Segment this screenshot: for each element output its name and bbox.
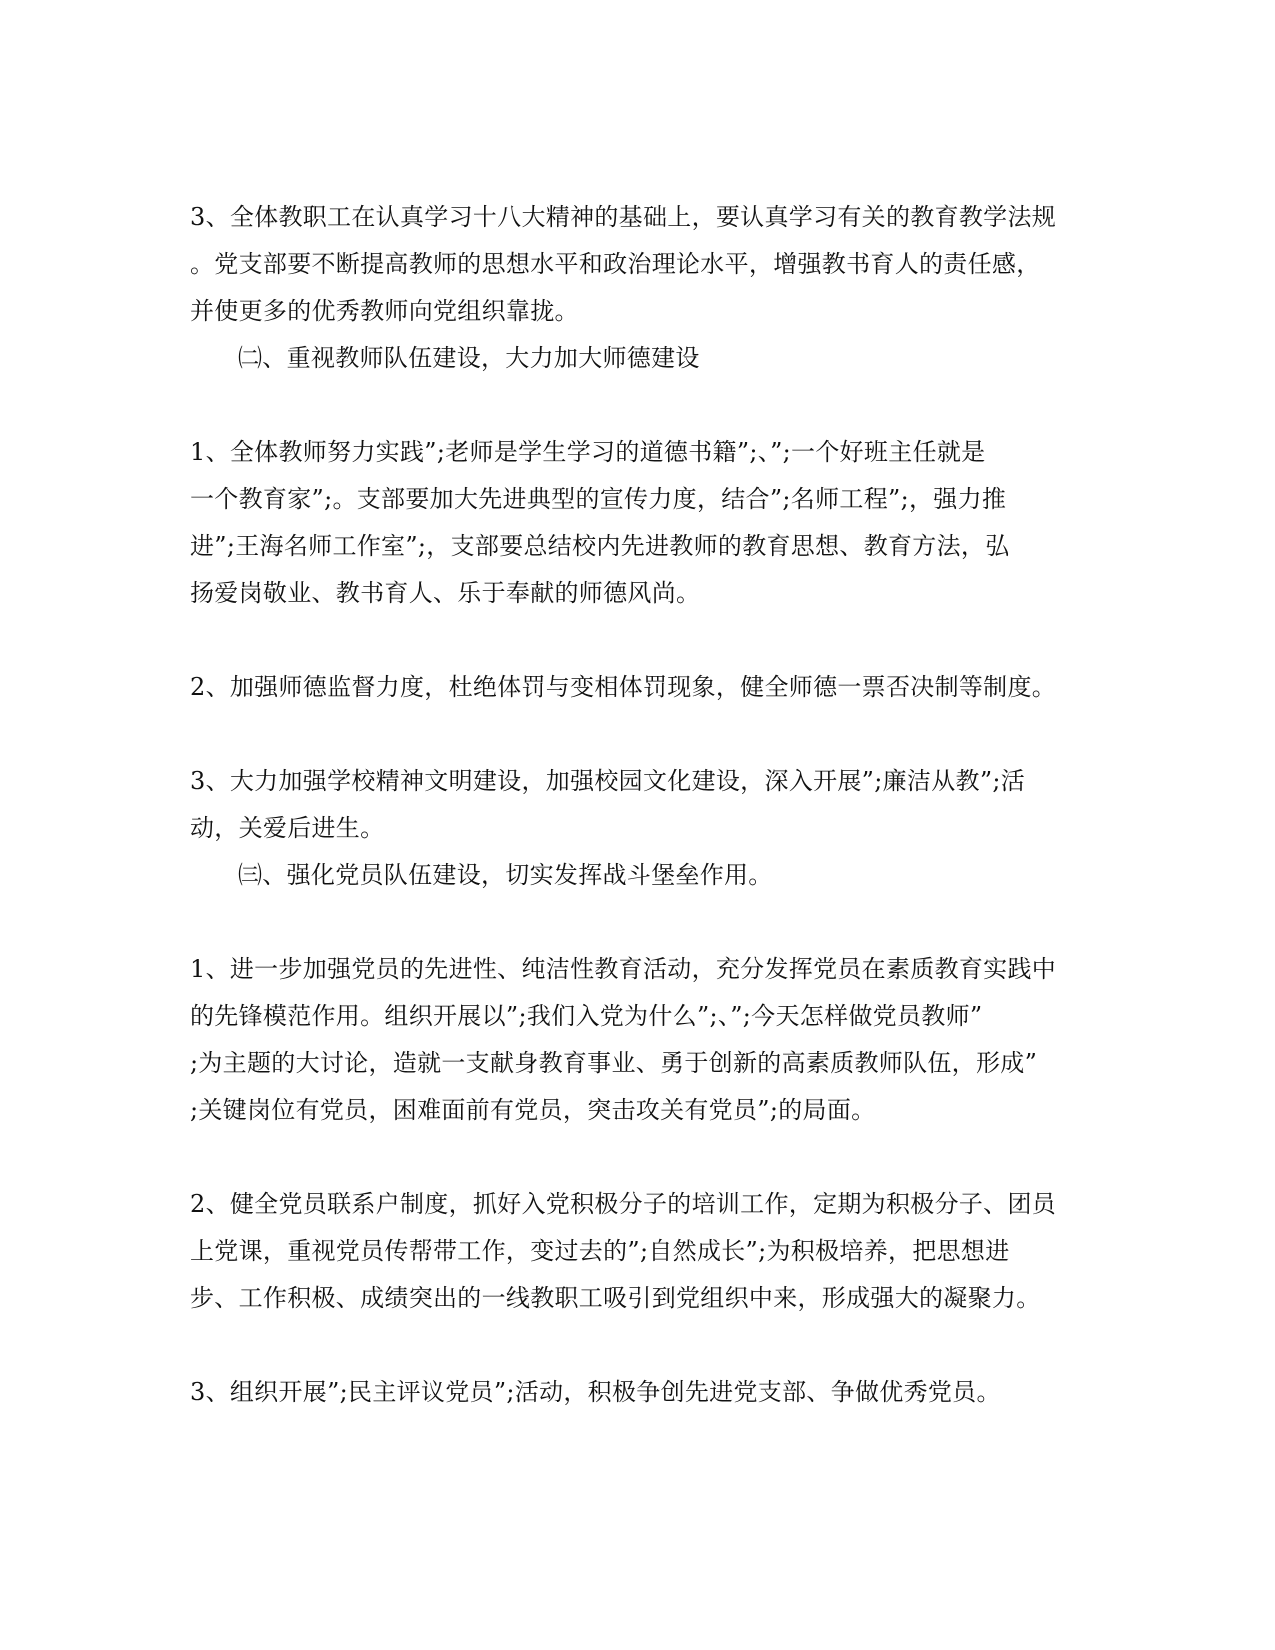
text-line: 动，关爱后进生。: [190, 814, 385, 842]
text-line: 2、健全党员联系户制度，抓好入党积极分子的培训工作，定期为积极分子、团员: [190, 1190, 1057, 1218]
text-line: 并使更多的优秀教师向党组织靠拢。: [190, 297, 579, 325]
text-line: 步、工作积极、成绩突出的一线教职工吸引到党组织中来，形成强大的凝聚力。: [190, 1284, 1041, 1312]
text-line: 3、大力加强学校精神文明建设，加强校园文化建设，深入开展”;廉洁从教”;活: [190, 767, 1026, 795]
text-line: 扬爱岗敬业、教书育人、乐于奉献的师德风尚。: [190, 579, 701, 607]
section-heading: ㈢、强化党员队伍建设，切实发挥战斗堡垒作用。: [238, 861, 773, 889]
text-line: 3、组织开展”;民主评议党员”;活动，积极争创先进党支部、争做优秀党员。: [190, 1378, 1001, 1406]
section-heading: ㈡、重视教师队伍建设，大力加大师德建设: [238, 344, 700, 372]
text-line: 上党课，重视党员传帮带工作，变过去的”;自然成长”;为积极培养，把思想进: [190, 1237, 1010, 1265]
text-line: ;为主题的大讨论，造就一支献身教育事业、勇于创新的高素质教师队伍，形成”: [190, 1049, 1038, 1077]
text-line: 1、全体教师努力实践”;老师是学生学习的道德书籍”;、”;一个好班主任就是: [190, 438, 986, 466]
text-line: 进”;王海名师工作室”;，支部要总结校内先进教师的教育思想、教育方法，弘: [190, 532, 1010, 560]
text-line: ;关键岗位有党员，困难面前有党员，突击攻关有党员”;的局面。: [190, 1096, 876, 1124]
text-line: 2、加强师德监督力度，杜绝体罚与变相体罚现象，健全师德一票否决制等制度。: [190, 673, 1057, 701]
text-line: 的先锋模范作用。组织开展以”;我们入党为什么”;、”;今天怎样做党员教师”: [190, 1002, 983, 1030]
text-line: 3、全体教职工在认真学习十八大精神的基础上，要认真学习有关的教育教学法规: [190, 203, 1057, 231]
text-line: 。党支部要不断提高教师的思想水平和政治理论水平，增强教书育人的责任感，: [190, 250, 1041, 278]
text-line: 1、进一步加强党员的先进性、纯洁性教育活动，充分发挥党员在素质教育实践中: [190, 955, 1057, 983]
text-line: 一个教育家”;。支部要加大先进典型的宣传力度，结合”;名师工程”;，强力推: [190, 485, 1007, 513]
